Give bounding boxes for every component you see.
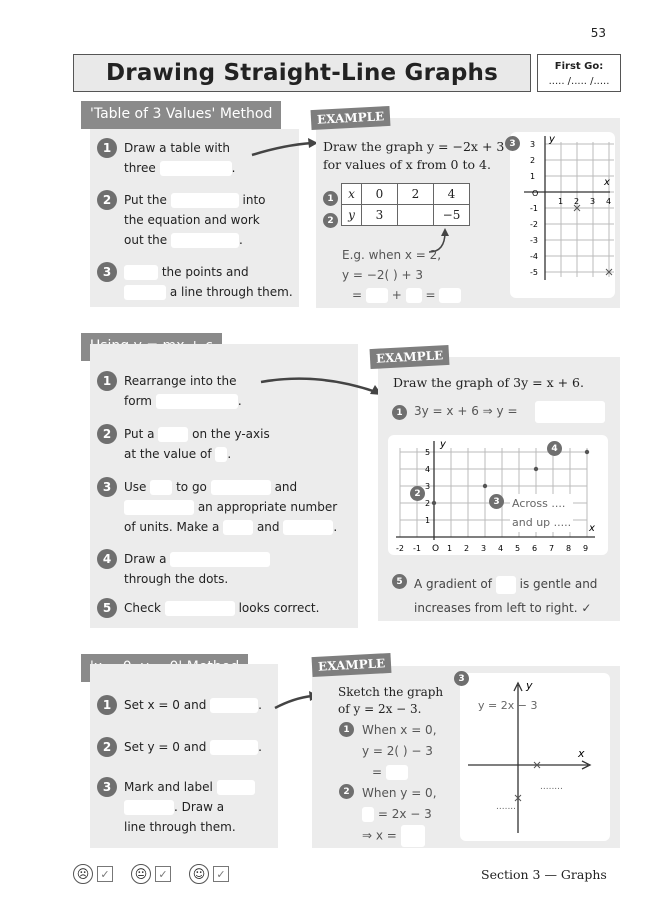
example-label: EXAMPLE bbox=[311, 106, 391, 130]
blank bbox=[210, 698, 258, 713]
w5: = 2x − 3 bbox=[377, 807, 432, 821]
s1-step3-b: a line through them. bbox=[169, 285, 293, 299]
table-cell: 3 bbox=[362, 205, 398, 226]
step-number: 2 bbox=[97, 424, 117, 444]
x-tick-label: 4 bbox=[498, 544, 504, 553]
graph3-card bbox=[460, 673, 610, 841]
example3-text bbox=[338, 684, 443, 718]
neutral-face-icon: 😐 bbox=[131, 864, 151, 884]
blank bbox=[124, 800, 174, 815]
s2-step2-a: Put a bbox=[124, 427, 155, 441]
page-title: Drawing Straight-Line Graphs bbox=[105, 60, 498, 86]
s2-step1-a: Rearrange into the bbox=[124, 374, 237, 388]
s1-step3 bbox=[97, 262, 293, 302]
y-tick-label: -4 bbox=[530, 252, 538, 261]
blank bbox=[150, 480, 172, 495]
y-axis-label: y bbox=[549, 134, 555, 145]
s2-step1 bbox=[97, 371, 242, 411]
x-tick-label: 3 bbox=[590, 197, 596, 206]
step-number: 3 bbox=[97, 777, 117, 797]
blank bbox=[124, 265, 158, 280]
arrow-icon bbox=[258, 370, 386, 400]
blank bbox=[362, 807, 374, 822]
table-cell bbox=[398, 205, 434, 226]
happy-face-icon: ☺ bbox=[189, 864, 209, 884]
blank bbox=[210, 740, 258, 755]
step-number: 5 bbox=[97, 598, 117, 618]
s2-step2-b: on the y-axis bbox=[192, 427, 270, 441]
example1-line2: for values of x from 0 to 4. bbox=[323, 157, 491, 172]
sad-face-icon: ☹ bbox=[73, 864, 93, 884]
w6: ⇒ x = bbox=[362, 828, 397, 843]
first-go-label: First Go: bbox=[554, 61, 604, 72]
blank bbox=[124, 500, 194, 515]
x-tick-label: 3 bbox=[481, 544, 487, 553]
s2-step3-c: and bbox=[274, 480, 298, 494]
values-table bbox=[341, 183, 470, 226]
s1-step2-c: the equation and work bbox=[124, 213, 260, 227]
s3-step2-a: Set y = 0 and bbox=[124, 740, 207, 754]
section1-header: 'Table of 3 Values' Method bbox=[81, 101, 281, 129]
example2-line1: Draw the graph of 3y = x + 6. bbox=[393, 375, 584, 390]
origin-label: O bbox=[532, 189, 539, 198]
blank bbox=[165, 601, 235, 616]
x-tick-label: 2 bbox=[464, 544, 470, 553]
title-bar bbox=[73, 54, 531, 92]
blank bbox=[158, 427, 188, 442]
badge: 2 bbox=[410, 486, 425, 501]
step-number: 1 bbox=[97, 695, 117, 715]
s2-step5 bbox=[97, 598, 319, 618]
y-axis-label: y bbox=[526, 679, 533, 692]
table-cell: 2 bbox=[398, 184, 434, 205]
blank bbox=[156, 394, 238, 409]
s3-step3-a: Mark and label bbox=[124, 780, 213, 794]
blank bbox=[406, 288, 422, 303]
y-tick-label: 1 bbox=[530, 172, 536, 181]
example-label: EXAMPLE bbox=[370, 345, 450, 369]
checkbox[interactable]: ✓ bbox=[97, 866, 113, 882]
blank bbox=[171, 233, 239, 248]
y-tick-label: 4 bbox=[425, 465, 431, 474]
y-tick-label: -2 bbox=[530, 220, 538, 229]
first-go-box bbox=[537, 54, 621, 92]
x-tick-label: 1 bbox=[447, 544, 453, 553]
s2-step4 bbox=[97, 549, 270, 589]
s2-step3-g: . bbox=[333, 520, 338, 534]
x-axis-label: x bbox=[578, 747, 585, 760]
badge: 4 bbox=[547, 441, 562, 456]
s1-step2 bbox=[97, 190, 266, 250]
step-number: 3 bbox=[97, 262, 117, 282]
x-tick-label: 9 bbox=[583, 544, 589, 553]
eg-line2: y = −2( ) + 3 bbox=[342, 268, 423, 282]
blank bbox=[283, 520, 333, 535]
table-cell: 0 bbox=[362, 184, 398, 205]
s2-step2 bbox=[97, 424, 270, 464]
s2-step3-d: an appropriate number bbox=[197, 500, 338, 514]
s1-step1-a: Draw a table with bbox=[124, 141, 230, 155]
dots-label: ....... bbox=[496, 802, 517, 812]
checkbox[interactable]: ✓ bbox=[155, 866, 171, 882]
y-tick-label: 2 bbox=[530, 156, 536, 165]
origin-label: O bbox=[432, 544, 440, 554]
up-text: and up ..... bbox=[512, 516, 572, 529]
across-text: Across .... bbox=[512, 497, 566, 510]
note1a: A gradient of bbox=[414, 577, 492, 591]
s2-step2-d: . bbox=[227, 447, 232, 461]
note2: increases from left to right. ✓ bbox=[414, 601, 592, 615]
across-up-note bbox=[510, 494, 573, 532]
s1-step2-a: Put the bbox=[124, 193, 167, 207]
gradient-note bbox=[414, 572, 597, 620]
blank bbox=[171, 193, 239, 208]
section-footer: Section 3 — Graphs bbox=[481, 867, 607, 882]
blank bbox=[366, 288, 388, 303]
table-head-y: y bbox=[342, 205, 362, 226]
example3-line1: Sketch the graph bbox=[338, 685, 444, 699]
x-tick-label: 1 bbox=[558, 197, 564, 206]
plotted-point bbox=[534, 467, 538, 471]
blank bbox=[211, 480, 271, 495]
blank bbox=[496, 576, 516, 594]
blank bbox=[215, 447, 227, 462]
x-tick-label: 6 bbox=[532, 544, 538, 553]
step-number: 2 bbox=[97, 737, 117, 757]
badge: 1 bbox=[339, 722, 354, 737]
y-tick-label: -1 bbox=[530, 204, 538, 213]
eg-eq: = bbox=[352, 288, 363, 302]
blank bbox=[439, 288, 461, 303]
badge: 2 bbox=[339, 784, 354, 799]
badge: 3 bbox=[454, 671, 469, 686]
plotted-point bbox=[585, 450, 589, 454]
y-tick-label: -5 bbox=[530, 268, 538, 277]
s3-step2-b: . bbox=[258, 740, 262, 754]
plotted-point bbox=[483, 484, 487, 488]
table-head-x: x bbox=[342, 184, 362, 205]
s1-step2-b: into bbox=[242, 193, 266, 207]
badge: 3 bbox=[505, 136, 520, 151]
s2-step3-f: and bbox=[256, 520, 280, 534]
s2-step3-b: to go bbox=[176, 480, 207, 494]
y-axis-label: y bbox=[440, 439, 446, 450]
s2-step5-b: looks correct. bbox=[238, 601, 320, 615]
s3-step3-b: . Draw a bbox=[174, 800, 225, 814]
example1-text bbox=[323, 138, 504, 174]
s1-step3-a: the points and bbox=[161, 265, 249, 279]
y-tick-label: 1 bbox=[425, 516, 431, 525]
note1b: is gentle and bbox=[519, 577, 598, 591]
w2: y = 2( ) − 3 bbox=[362, 744, 433, 758]
table-cell: −5 bbox=[434, 205, 470, 226]
step-number: 4 bbox=[97, 549, 117, 569]
s1-step2-d: out the bbox=[124, 233, 168, 247]
eg-line1: E.g. when x = 2, bbox=[342, 248, 442, 262]
badge: 5 bbox=[392, 574, 407, 589]
eg-eq2: = bbox=[425, 288, 436, 302]
badge: 2 bbox=[323, 213, 338, 228]
section3-steps-panel bbox=[90, 664, 278, 848]
x-tick-label: -1 bbox=[413, 544, 421, 553]
s3-step2 bbox=[97, 737, 262, 757]
x-tick-label: 5 bbox=[515, 544, 521, 553]
s1-step1 bbox=[97, 138, 235, 178]
s2-step3-e: of units. Make a bbox=[124, 520, 220, 534]
w1: When x = 0, bbox=[362, 723, 437, 737]
blank bbox=[160, 161, 232, 176]
blank bbox=[223, 520, 253, 535]
graph1-axes bbox=[510, 132, 615, 298]
x-tick-label: 7 bbox=[549, 544, 555, 553]
y-tick-label: -3 bbox=[530, 236, 538, 245]
s2-step1-c: . bbox=[237, 394, 242, 408]
sketch-line-label: y = 2x − 3 bbox=[478, 699, 538, 712]
plotted-point bbox=[432, 501, 436, 505]
blank bbox=[401, 825, 425, 847]
example3-working bbox=[362, 720, 437, 847]
x-tick-label: 8 bbox=[566, 544, 572, 553]
y-tick-label: 3 bbox=[425, 482, 431, 491]
arrow-icon bbox=[248, 135, 322, 161]
blank bbox=[386, 765, 408, 780]
step-number: 1 bbox=[97, 371, 117, 391]
s2-step3 bbox=[97, 477, 337, 537]
example3-line2: of y = 2x − 3. bbox=[338, 702, 422, 716]
s2-step2-c: at the value of bbox=[124, 447, 212, 461]
step-number: 3 bbox=[97, 477, 117, 497]
blank bbox=[217, 780, 255, 795]
badge: 1 bbox=[323, 191, 338, 206]
step-number: 2 bbox=[97, 190, 117, 210]
eg-plus: + bbox=[391, 288, 402, 302]
page-number: 53 bbox=[590, 26, 606, 40]
badge: 1 bbox=[392, 405, 407, 420]
badge: 3 bbox=[489, 494, 504, 509]
x-axis-label: x bbox=[604, 177, 610, 188]
dots-label: ........ bbox=[540, 782, 563, 792]
w4: When y = 0, bbox=[362, 786, 437, 800]
example1-line1: Draw the graph y = −2x + 3 bbox=[323, 139, 505, 154]
s2-step4-b: through the dots. bbox=[124, 572, 229, 586]
table-cell: 4 bbox=[434, 184, 470, 205]
s3-step1 bbox=[97, 695, 262, 715]
self-assessment bbox=[73, 864, 247, 884]
s1-step2-e: . bbox=[239, 233, 243, 247]
graph3-sketch bbox=[460, 673, 610, 841]
x-tick-label: -2 bbox=[396, 544, 404, 553]
s3-step3-c: line through them. bbox=[124, 820, 236, 834]
blank bbox=[124, 285, 166, 300]
s2-step4-a: Draw a bbox=[124, 552, 167, 566]
y-tick-label: 5 bbox=[425, 448, 431, 457]
first-go-date: ..... /..... /..... bbox=[548, 76, 610, 87]
example1-working bbox=[342, 245, 461, 305]
s1-step1-c: . bbox=[231, 161, 236, 175]
w3: = bbox=[372, 765, 383, 779]
y-tick-label: 3 bbox=[530, 140, 536, 149]
x-tick-label: 4 bbox=[606, 197, 612, 206]
x-axis-label: x bbox=[589, 523, 595, 534]
s3-step3 bbox=[97, 777, 255, 837]
checkbox[interactable]: ✓ bbox=[213, 866, 229, 882]
s1-step1-b: three bbox=[124, 161, 156, 175]
s3-step1-b: . bbox=[258, 698, 262, 712]
example2-eq: 3y = x + 6 ⇒ y = bbox=[414, 404, 518, 418]
graph1-card bbox=[510, 132, 615, 298]
y-tick-label: 2 bbox=[425, 499, 431, 508]
s2-step1-b: form bbox=[124, 394, 152, 408]
blank bbox=[535, 401, 605, 423]
blank bbox=[170, 552, 270, 567]
s2-step5-a: Check bbox=[124, 601, 161, 615]
example-label: EXAMPLE bbox=[312, 653, 392, 677]
x-tick-label: 2 bbox=[574, 197, 580, 206]
step-number: 1 bbox=[97, 138, 117, 158]
s3-step1-a: Set x = 0 and bbox=[124, 698, 207, 712]
s2-step3-a: Use bbox=[124, 480, 147, 494]
